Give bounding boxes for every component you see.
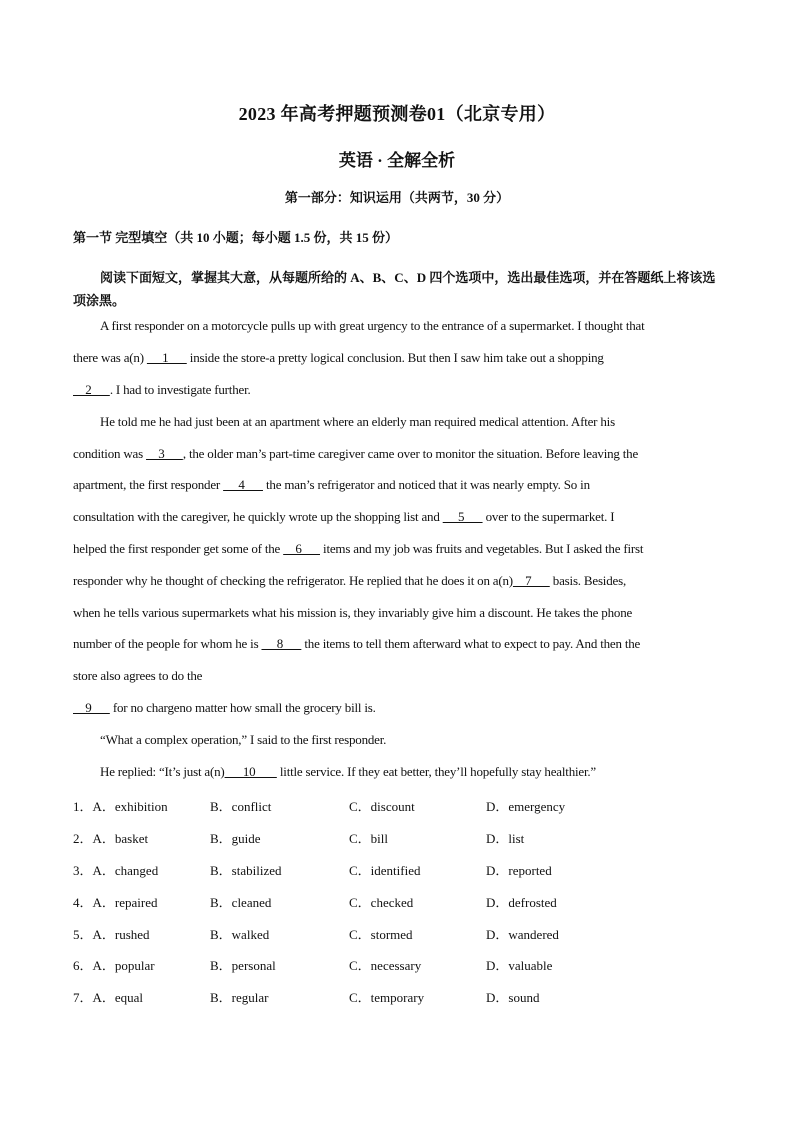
option-a: 6．A．popular xyxy=(73,958,155,973)
passage-line: helped the first responder get some of the 6 items and my job was fruits and vegetables. But I asked the first xyxy=(73,541,644,556)
passage-line: 9 for no chargeno matter how small the grocery bill is. xyxy=(73,700,376,715)
option-row-2 xyxy=(73,828,733,848)
option-d: D．reported xyxy=(486,863,552,878)
option-d: D．list xyxy=(486,831,525,846)
blank-4: 4 xyxy=(223,477,263,492)
option-a: 1．A．exhibition xyxy=(73,799,168,814)
option-a: 2．A．basket xyxy=(73,831,149,846)
passage-line: apartment, the first responder 4 the man’s refrigerator and noticed that it was nearly empty. So in xyxy=(73,477,590,492)
passage-line: condition was 3 , the older man’s part-time caregiver came over to monitor the situation. Before leaving the xyxy=(73,446,639,461)
page-title: 2023 年高考押题预测卷01（北京专用） xyxy=(238,104,556,124)
option-row-7 xyxy=(73,987,733,1007)
option-d: D．sound xyxy=(486,990,540,1005)
section-heading: 第一节 完型填空（共 10 小题；每小题 1.5 份，共 15 份） xyxy=(73,230,399,245)
option-b: B．conflict xyxy=(210,799,272,814)
option-d: D．wandered xyxy=(486,927,559,942)
option-row-3 xyxy=(73,860,733,880)
passage-line: A first responder on a motorcycle pulls up with great urgency to the entrance of a supermarket. I thought that xyxy=(100,318,645,333)
blank-7: 7 xyxy=(512,573,550,588)
option-c: C．checked xyxy=(349,895,414,910)
option-a: 4．A．repaired xyxy=(73,895,158,910)
passage-line: “What a complex operation,” I said to the first responder. xyxy=(100,732,387,747)
option-c: C．identified xyxy=(349,863,421,878)
option-c: C．necessary xyxy=(349,958,422,973)
option-c: C．temporary xyxy=(349,990,425,1005)
option-c: C．stormed xyxy=(349,927,413,942)
blank-6: 6 xyxy=(283,541,320,556)
option-d: D．defrosted xyxy=(486,895,557,910)
passage-line: there was a(n) 1 inside the store-a pretty logical conclusion. But then I saw him take out a shopping xyxy=(73,350,604,365)
passage-line: He told me he had just been at an apartment where an elderly man required medical attention. After his xyxy=(100,414,615,429)
blank-9: 9 xyxy=(73,700,110,715)
blank-8: 8 xyxy=(261,636,302,651)
blank-3: 3 xyxy=(146,446,183,461)
part-heading: 第一部分：知识运用（共两节，30 分） xyxy=(284,190,510,205)
page-subtitle: 英语 · 全解全析 xyxy=(338,151,456,170)
option-a: 5．A．rushed xyxy=(73,927,150,942)
blank-2: 2 xyxy=(73,382,110,397)
blank-5: 5 xyxy=(442,509,483,524)
option-b: B．walked xyxy=(210,927,270,942)
blank-1: 1 xyxy=(146,350,187,365)
option-b: B．guide xyxy=(210,831,261,846)
option-row-4 xyxy=(73,892,733,912)
option-b: B．stabilized xyxy=(210,863,282,878)
option-row-1 xyxy=(73,796,733,816)
passage-line: store also agrees to do the xyxy=(73,668,203,683)
option-b: B．regular xyxy=(210,990,269,1005)
option-row-6 xyxy=(73,955,733,975)
passage-line: number of the people for whom he is 8 the items to tell them afterward what to expect to pay. And then the xyxy=(73,636,641,651)
passage-line: when he tells various supermarkets what his mission is, they invariably give him a discount. He takes the phone xyxy=(73,605,633,620)
passage-line: responder why he thought of checking the refrigerator. He replied that he does it on a(n) 7 basis. Besides, xyxy=(73,573,626,588)
passage-line: 2 . I had to investigate further. xyxy=(73,382,251,397)
passage-line: consultation with the caregiver, he quickly wrote up the shopping list and 5 over to the supermarket. I xyxy=(73,509,615,524)
option-a: 7．A．equal xyxy=(73,990,144,1005)
instruction-text: 阅读下面短文，掌握其大意，从每题所给的 A、B、C、D 四个选项中，选出最佳选项，并在答题纸上将该选项涂黑。 xyxy=(73,270,716,308)
option-b: B．cleaned xyxy=(210,895,272,910)
option-b: B．personal xyxy=(210,958,276,973)
blank-10: 10 xyxy=(224,764,277,779)
option-c: C．discount xyxy=(349,799,415,814)
option-a: 3．A．changed xyxy=(73,863,159,878)
option-row-5 xyxy=(73,924,733,944)
option-d: D．valuable xyxy=(486,958,553,973)
option-c: C．bill xyxy=(349,831,389,846)
passage-line: He replied: “It’s just a(n) 10 little service. If they eat better, they’ll hopefully stay healthier.” xyxy=(100,764,597,779)
option-d: D．emergency xyxy=(486,799,566,814)
